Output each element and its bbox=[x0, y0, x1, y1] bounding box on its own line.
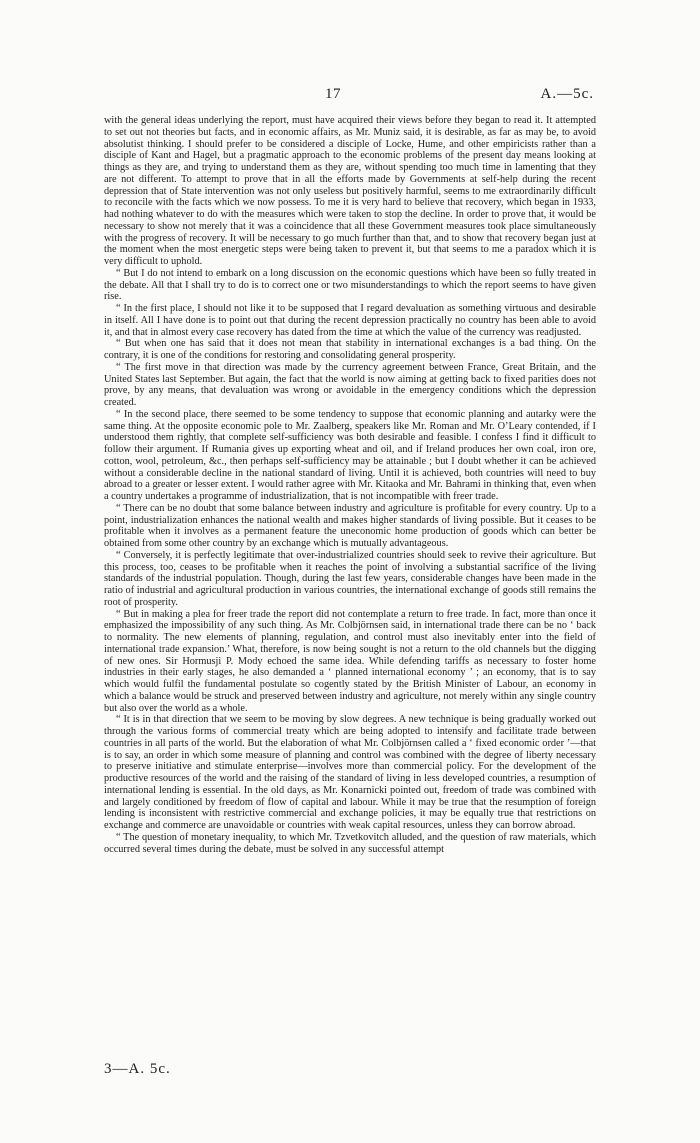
paragraph: with the general ideas underlying the report, must have acquired their views before they began to read it. It attempted to set out not theories but facts, and in economic affairs, as Mr. Muniz said, it is desirable, as far as may be, to avoid absolutist thinking. I should prefer to be considered a disciple of Locke, Hume, and other empiricists rather than a disciple of Kant and Hagel, but a pragmatic approach to the economic problems of the present day means looking at things as they are, and trying to understand them as they are, without spending too much time in lamenting that they are not different. To attempt to prove that in all the efforts made by Governments at self-help during the recent depression that of State intervention was not only useless but positively harmful, seems to me extraordinarily difficult to reconcile with the facts which we now possess. To me it is very hard to believe that recovery, which began in 1933, had nothing whatever to do with the measures which were taken to stop the decline. In order to prove that, it would be necessary to show not merely that it was a coincidence that all these Government measures took place simultaneously with the progress of recovery. It will be necessary to go much further than that, and to show that recovery began just at the moment when the most energetic steps were being taken to prevent it, but that seems to me a paradox which it is very difficult to uphold. bbox=[104, 115, 596, 267]
paragraph: “ The first move in that direction was made by the currency agreement between France, Great Britain, and the United States last September. But again, the fact that the world is now aiming at getting back to fixed parities does not prove, by any means, that devaluation was wrong or avoidable in the emergency conditions which the depression created. bbox=[104, 361, 596, 408]
paragraph: “ In the first place, I should not like it to be supposed that I regard devaluation as something virtuous and desirable in itself. All I have done is to point out that during the recent depression practically no country has been able to avoid it, and that in almost every case recovery has dated from the time at which the value of the currency was readjusted. bbox=[104, 303, 596, 338]
paragraph: “ There can be no doubt that some balance between industry and agriculture is profitable for every country. Up to a point, industrialization enhances the national wealth and makes higher standards of living possible. But it ceases to be profitable when it involves as a permanent feature the uneconomic home production of goods which can better be obtained from some other country by an exchange which is mutually advantageous. bbox=[104, 502, 596, 549]
paragraph: “ Conversely, it is perfectly legitimate that over-industrialized countries should seek to revive their agriculture. But this process, too, ceases to be profitable when it reaches the point of involving a substantial sacrifice of the living standards of the industrial population. Though, during the last few years, considerable changes have been made in the ratio of industrial and agricultural production in various countries, the international exchange of goods still remains the root of prosperity. bbox=[104, 549, 596, 608]
signature-mark: 3—A. 5c. bbox=[104, 1061, 171, 1077]
page-number: 17 bbox=[325, 86, 341, 102]
paragraph: “ But I do not intend to embark on a long discussion on the economic questions which have been so fully treated in the debate. All that I shall try to do is to correct one or two misunderstandings to which the report seems to have given rise. bbox=[104, 267, 596, 303]
paragraph: “ In the second place, there seemed to be some tendency to suppose that economic planning and autarky were the same thing. At the opposite economic pole to Mr. Zaalberg, speakers like Mr. Roman and Mr. O’Leary contended, if I understood them rightly, that complete self-sufficiency was both desirable and feasible. I confess I find it difficult to follow their argument. If Rumania gives up exporting wheat and oil, and if Ireland produces her own coal, iron ore, cotton, wool, petroleum, &c., then perhaps self-sufficiency may be attainable ; but I doubt whether it can be achieved without a considerable decline in the national standard of living. Until it is achieved, both countries will need to buy abroad to a greater or lesser extent. I would rather agree with Mr. Kitaoka and Mr. Bahrami in thinking that, even when a country undertakes a programme of industrialization, that is not incompatible with freer trade. bbox=[104, 408, 596, 502]
document-reference: A.—5c. bbox=[540, 86, 594, 102]
body-text bbox=[104, 115, 596, 855]
page-header bbox=[0, 86, 700, 110]
paragraph: “ But in making a plea for freer trade the report did not contemplate a return to free trade. In fact, more than once it emphasized the impossibility of any such thing. As Mr. Colbjörnsen said, in international trade there can be no ‘ back to normality. The new elements of planning, regulation, and control must also inevitably enter into the field of international trade expansion.’ What, therefore, is now being sought is not a return to the old channels but the digging of new ones. Sir Hormusji P. Mody echoed the same idea. While defending tariffs as necessary to foster home industries in their early stages, he also demanded a ‘ planned international economy ’ ; an economy, that is to say which would fulfil the fundamental postulate so cogently stated by the British Minister of Labour, an economy in which a balance would be struck and preserved between industry and agriculture, not merely within any single country but also over the world as a whole. bbox=[104, 608, 596, 714]
paragraph: “ The question of monetary inequality, to which Mr. Tzvetkovitch alluded, and the question of raw materials, which occurred several times during the debate, must be solved in any successful attempt bbox=[104, 831, 596, 855]
paragraph: “ It is in that direction that we seem to be moving by slow degrees. A new technique is being gradually worked out through the various forms of commercial treaty which are being adopted to intensify and facilitate trade between countries in all parts of the world. But the elaboration of what Mr. Colbjörnsen called a ‘ fixed economic order ’—that is to say, an order in which some measure of planning and control was combined with the degree of liberty necessary to preserve initiative and stimulate enterprise—involves more than commercial policy. For the development of the productive resources of the world and the raising of the standard of living in less developed countries, a resumption of international lending is essential. In the old days, as Mr. Konarnicki pointed out, freedom of trade was combined with and largely conditioned by freedom of flow of capital and labour. While it may be true that the resumption of foreign lending is inconsistent with restrictive commercial and exchange policies, it may be equally true that restrictions on exchange and commerce are unavoidable or countries with weak capital resources, unless they can borrow abroad. bbox=[104, 714, 596, 831]
paragraph: “ But when one has said that it does not mean that stability in international exchanges is a bad thing. On the contrary, it is one of the conditions for restoring and consolidating general prosperity. bbox=[104, 338, 596, 361]
